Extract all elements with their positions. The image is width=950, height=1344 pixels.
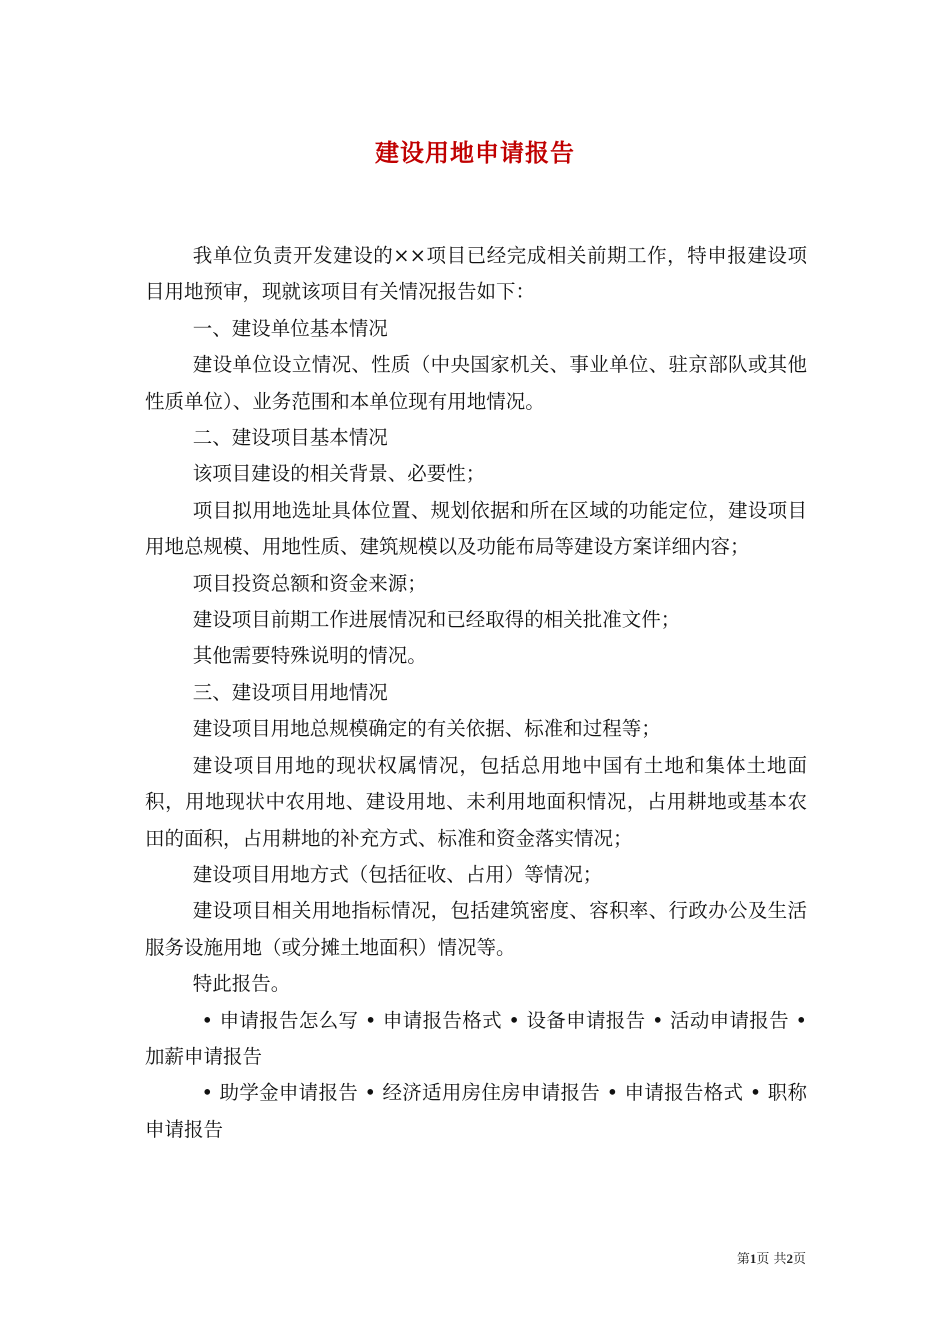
paragraph: 项目投资总额和资金来源；	[192, 571, 427, 595]
section-heading-2: 二、建设项目基本情况	[192, 426, 388, 450]
paragraph-intro: 我单位负责开发建设的××项目已经完成相关前期工作，特申报建设项目用地预审，现就该项目有关情况报告如下：	[145, 244, 807, 304]
paragraph: 建设项目相关用地指标情况，包括建筑密度、容积率、行政办公及生活服务设施用地（或分摊土地面积）情况等。	[145, 899, 807, 959]
page-number-footer	[737, 1248, 806, 1267]
paragraph: 该项目建设的相关背景、必要性；	[192, 462, 486, 486]
paragraph: 其他需要特殊说明的情况。	[192, 644, 427, 668]
section-heading-1: 一、建设单位基本情况	[192, 316, 388, 340]
closing-line: 特此报告。	[192, 972, 291, 996]
paragraph: 建设项目用地的现状权属情况，包括总用地中国有土地和集体土地面积，用地现状中农用地、建设用地、未利用地面积情况，占用耕地或基本农田的面积，占用耕地的补充方式、标准和资金落实情况；	[145, 753, 807, 850]
paragraph: 建设项目用地总规模确定的有关依据、标准和过程等；	[192, 717, 661, 741]
paragraph: 建设项目用地方式（包括征收、占用）等情况；	[192, 862, 603, 886]
footer-middle: 页 共	[756, 1252, 787, 1267]
document-body	[145, 238, 807, 1148]
footer-prefix: 第	[736, 1252, 750, 1267]
footer-total-pages: 2	[786, 1251, 793, 1266]
section-heading-3: 三、建设项目用地情况	[192, 680, 388, 704]
footer-suffix: 页	[792, 1252, 806, 1267]
document-title: 建设用地申请报告	[375, 138, 575, 167]
paragraph: 建设单位设立情况、性质（中央国家机关、事业单位、驻京部队或其他性质单位）、业务范围和本单位现有用地情况。	[145, 353, 807, 413]
paragraph: 项目拟用地选址具体位置、规划依据和所在区域的功能定位，建设项目用地总规模、用地性质、建筑规模以及功能布局等建设方案详细内容；	[145, 498, 807, 559]
related-links-line-2[interactable]: • 助学金申请报告 • 经济适用房住房申请报告 • 申请报告格式 • 职称申请报告	[145, 1081, 807, 1141]
related-links-line-1[interactable]: • 申请报告怎么写 • 申请报告格式 • 设备申请报告 • 活动申请报告 • 加薪申请报告	[145, 1008, 807, 1068]
footer-current-page: 1	[749, 1251, 757, 1266]
paragraph: 建设项目前期工作进展情况和已经取得的相关批准文件；	[192, 608, 681, 632]
